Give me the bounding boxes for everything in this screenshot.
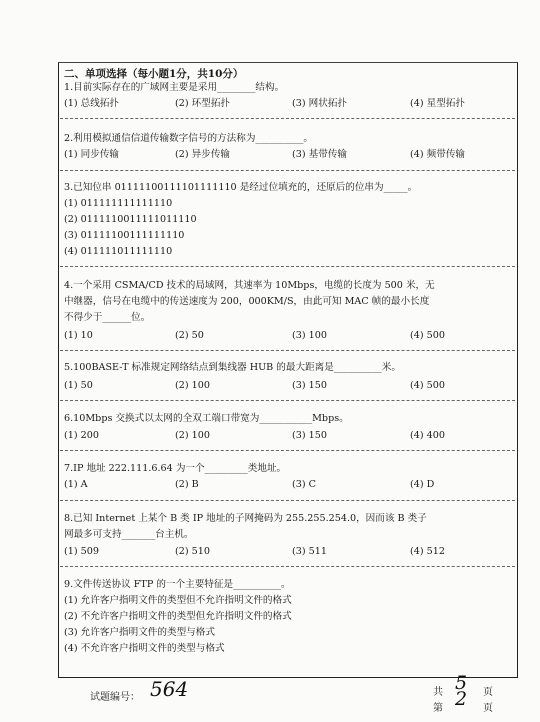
question-5-option-4: (4) 500	[410, 380, 445, 391]
question-3-option-3: (3) 01111100111111110	[64, 230, 185, 241]
total-pages-handwritten: 5	[455, 672, 468, 694]
question-1-option-4: (4) 星型拓扑	[410, 98, 466, 109]
question-2-option-2: (2) 异步传输	[175, 149, 231, 160]
question-9-option-4: (4) 不允许客户指明文件的类型与格式	[64, 643, 225, 654]
total-pages-suffix: 页	[483, 687, 493, 698]
page-number-handwritten: 2	[455, 688, 468, 710]
section-title: 二、单项选择（每小题1分，共10分）	[64, 68, 244, 80]
question-7-option-3: (3) C	[292, 479, 316, 490]
question-1-option-2: (2) 环型拓扑	[175, 98, 231, 109]
question-separator	[60, 400, 515, 401]
question-5-option-1: (1) 50	[64, 380, 93, 391]
question-4-stem-line-1: 4.一个采用 CSMA/CD 技术的局域网，其速率为 10Mbps，电缆的长度为 500 米，无	[64, 280, 435, 291]
question-separator	[60, 118, 515, 119]
question-7-option-1: (1) A	[64, 479, 88, 490]
question-9-stem: 9.文件传送协议 FTP 的一个主要特征是__________。	[64, 579, 291, 590]
question-3-option-1: (1) 011111111111110	[64, 198, 173, 209]
question-6-option-3: (3) 150	[292, 430, 327, 441]
question-4-option-2: (2) 50	[175, 330, 204, 341]
question-3-option-2: (2) 0111110011111011110	[64, 214, 197, 225]
question-1-stem: 1.目前实际存在的广域网主要是采用________结构。	[64, 82, 285, 93]
question-2-option-1: (1) 同步传输	[64, 149, 120, 160]
question-5-option-2: (2) 100	[175, 380, 210, 391]
question-4-stem-line-3: 不得少于______位。	[64, 312, 151, 323]
question-separator	[60, 566, 515, 567]
question-8-option-3: (3) 511	[292, 546, 327, 557]
question-7-stem: 7.IP 地址 222.111.6.64 为一个_________类地址。	[64, 463, 287, 474]
question-8-option-2: (2) 510	[175, 546, 210, 557]
question-separator	[60, 170, 515, 171]
page-number-suffix: 页	[483, 703, 493, 714]
question-2-stem: 2.利用模拟通信信道传输数字信号的方法称为__________。	[64, 133, 313, 144]
question-6-stem: 6.10Mbps 交换式以太网的全双工端口带宽为___________Mbps。	[64, 413, 349, 424]
question-1-option-1: (1) 总线拓扑	[64, 98, 120, 109]
question-4-option-3: (3) 100	[292, 330, 327, 341]
question-8-stem-line-1: 8.已知 Internet 上某个 B 类 IP 地址的子网掩码为 255.255.254.0，因而该 B 类子	[64, 513, 427, 524]
page-number-prefix: 第	[433, 703, 443, 714]
question-6-option-2: (2) 100	[175, 430, 210, 441]
question-6-option-1: (1) 200	[64, 430, 99, 441]
question-separator	[60, 450, 515, 451]
question-6-option-4: (4) 400	[410, 430, 445, 441]
question-9-option-2: (2) 不允许客户指明文件的类型但允许指明文件的格式	[64, 611, 292, 622]
question-3-option-4: (4) 011111011111110	[64, 246, 173, 257]
question-separator	[60, 500, 515, 501]
question-4-option-4: (4) 500	[410, 330, 445, 341]
question-2-option-3: (3) 基带传输	[292, 149, 348, 160]
question-4-stem-line-2: 中继器，信号在电缆中的传送速度为 200，000KM/S，由此可知 MAC 帧的最小长度	[64, 296, 430, 307]
question-5-option-3: (3) 150	[292, 380, 327, 391]
exam-number-handwritten: 564	[150, 677, 189, 701]
question-separator	[60, 350, 515, 351]
question-1-option-3: (3) 网状拓扑	[292, 98, 348, 109]
question-8-stem-line-2: 网最多可支持_______台主机。	[64, 529, 194, 540]
question-4-option-1: (1) 10	[64, 330, 93, 341]
question-2-option-4: (4) 频带传输	[410, 149, 466, 160]
question-3-stem: 3.已知位串 01111100111101111110 是经过位填充的，还原后的位串为_____。	[64, 182, 418, 193]
question-8-option-1: (1) 509	[64, 546, 99, 557]
question-8-option-4: (4) 512	[410, 546, 445, 557]
question-7-option-4: (4) D	[410, 479, 435, 490]
question-9-option-3: (3) 允许客户指明文件的类型与格式	[64, 627, 215, 638]
question-7-option-2: (2) B	[175, 479, 199, 490]
total-pages-prefix: 共	[433, 687, 443, 698]
question-5-stem: 5.100BASE-T 标准规定网络结点到集线器 HUB 的最大距离是__________米。	[64, 362, 401, 373]
exam-number-label: 试题编号：	[90, 692, 140, 703]
question-9-option-1: (1) 允许客户指明文件的类型但不允许指明文件的格式	[64, 595, 292, 606]
question-separator	[60, 266, 515, 267]
